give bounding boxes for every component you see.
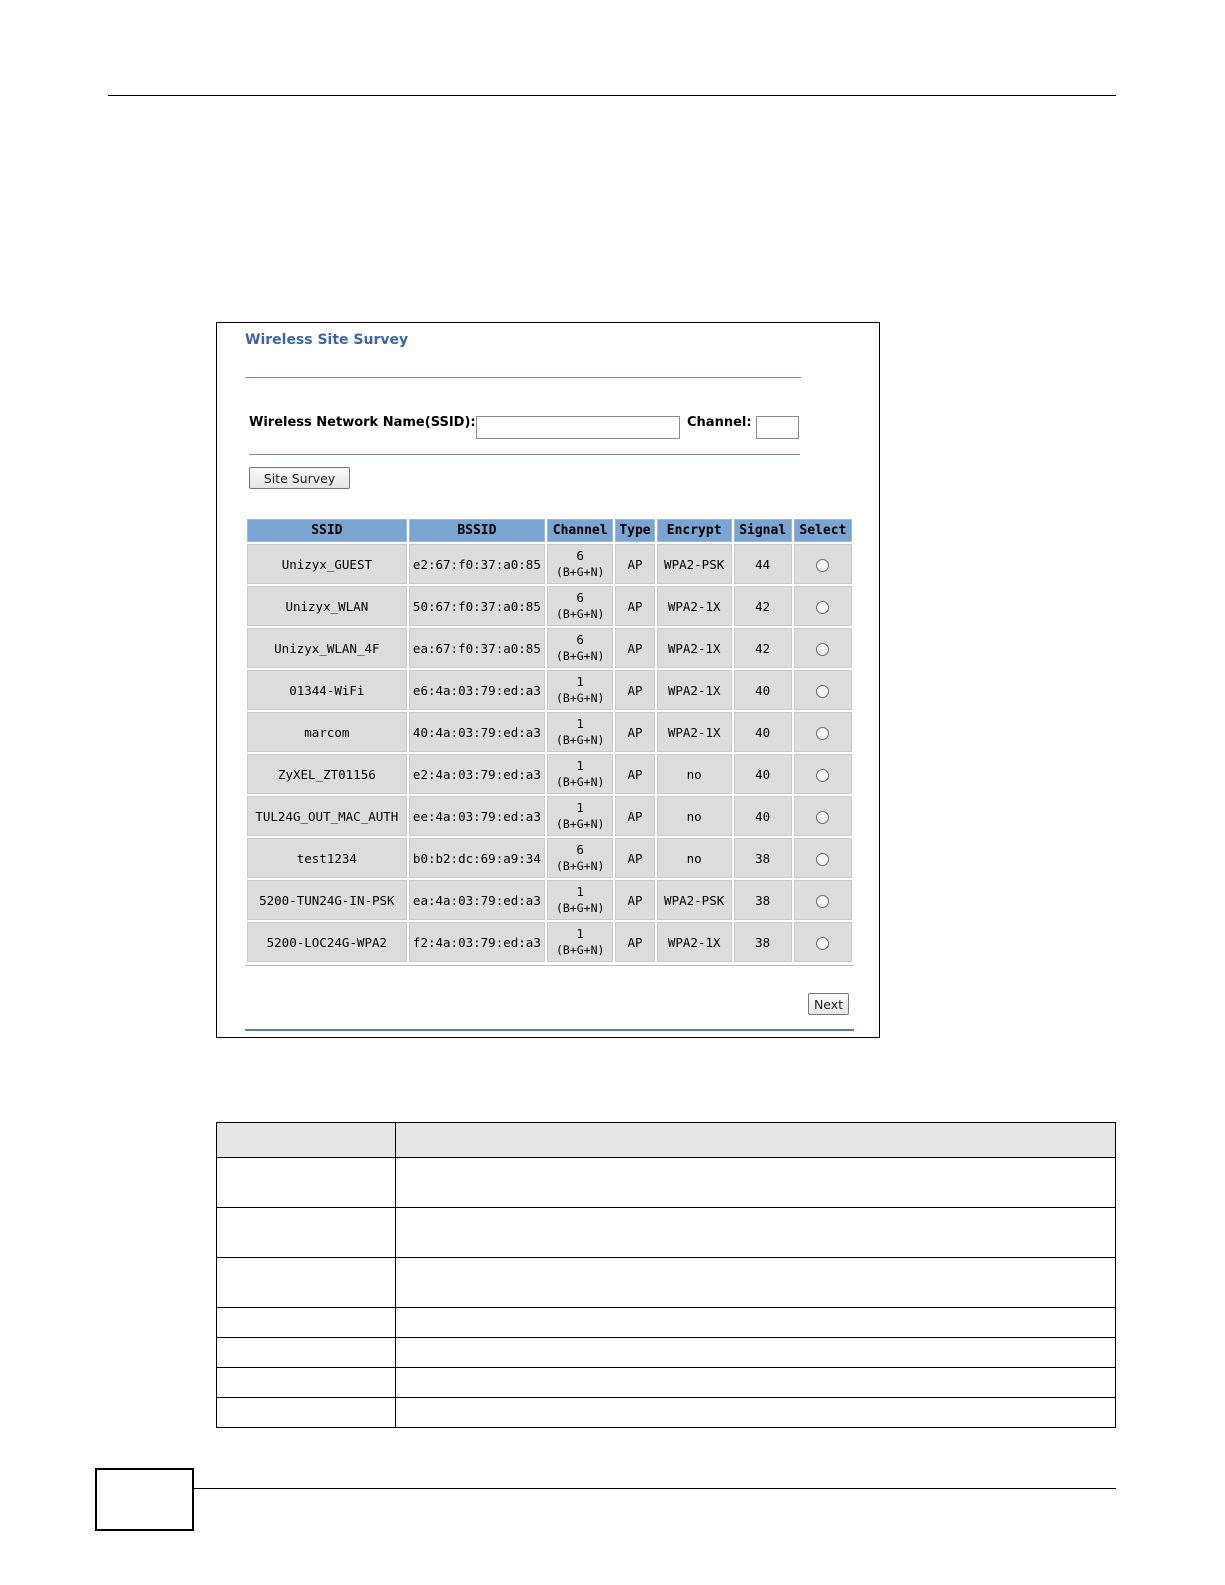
wireless-site-survey-panel — [216, 322, 880, 1038]
encrypt-cell: no — [657, 754, 732, 794]
encrypt-cell: WPA2-1X — [657, 712, 732, 752]
type-cell: AP — [615, 880, 654, 920]
ssid-cell: 01344-WiFi — [247, 670, 407, 710]
label-cell — [217, 1308, 396, 1338]
type-cell: AP — [615, 754, 654, 794]
column-header-encrypt: Encrypt — [657, 519, 732, 542]
description-cell — [395, 1338, 1115, 1368]
channel-cell — [547, 754, 613, 794]
channel-number: 6 — [576, 632, 584, 647]
channel-number: 1 — [576, 716, 584, 731]
column-header-select: Select — [794, 519, 852, 542]
encrypt-cell: WPA2-1X — [657, 922, 732, 962]
select-cell — [794, 796, 852, 836]
select-radio[interactable] — [816, 685, 829, 698]
encrypt-cell: no — [657, 796, 732, 836]
ssid-input[interactable] — [476, 416, 680, 439]
channel-cell — [547, 712, 613, 752]
bssid-cell: ee:4a:03:79:ed:a3 — [409, 796, 545, 836]
type-cell: AP — [615, 838, 654, 878]
description-cell — [395, 1398, 1115, 1428]
footer-rule — [194, 1488, 1116, 1489]
select-cell — [794, 880, 852, 920]
type-cell: AP — [615, 586, 654, 626]
table-bottom-divider — [245, 965, 854, 966]
select-cell — [794, 838, 852, 878]
header-rule — [108, 95, 1116, 96]
ssid-cell: ZyXEL_ZT01156 — [247, 754, 407, 794]
ssid-cell: TUL24G_OUT_MAC_AUTH — [247, 796, 407, 836]
table-header-row — [247, 519, 852, 542]
channel-number: 6 — [576, 548, 584, 563]
signal-cell: 40 — [734, 796, 792, 836]
channel-band: (B+G+N) — [555, 607, 605, 621]
channel-cell — [547, 670, 613, 710]
channel-cell — [547, 628, 613, 668]
select-cell — [794, 586, 852, 626]
ssid-cell: test1234 — [247, 838, 407, 878]
channel-cell — [547, 838, 613, 878]
label-cell — [217, 1158, 396, 1208]
table-row — [217, 1398, 1116, 1428]
table-row — [247, 712, 852, 752]
channel-cell — [547, 880, 613, 920]
table-row — [247, 628, 852, 668]
type-cell: AP — [615, 544, 654, 584]
table-row — [217, 1208, 1116, 1258]
ssid-label: Wireless Network Name(SSID): — [249, 415, 476, 430]
channel-band: (B+G+N) — [555, 733, 605, 747]
select-radio[interactable] — [816, 559, 829, 572]
channel-number: 1 — [576, 926, 584, 941]
description-cell — [395, 1368, 1115, 1398]
signal-cell: 40 — [734, 670, 792, 710]
table-row — [247, 586, 852, 626]
table-row — [247, 754, 852, 794]
table-row — [247, 544, 852, 584]
description-cell — [395, 1208, 1115, 1258]
select-cell — [794, 544, 852, 584]
select-cell — [794, 670, 852, 710]
signal-cell: 38 — [734, 838, 792, 878]
table-row — [217, 1258, 1116, 1308]
table-row — [247, 880, 852, 920]
channel-band: (B+G+N) — [555, 859, 605, 873]
bssid-cell: ea:67:f0:37:a0:85 — [409, 628, 545, 668]
bssid-cell: 50:67:f0:37:a0:85 — [409, 586, 545, 626]
signal-cell: 44 — [734, 544, 792, 584]
table-row — [247, 796, 852, 836]
label-cell — [217, 1338, 396, 1368]
channel-band: (B+G+N) — [555, 775, 605, 789]
type-cell: AP — [615, 796, 654, 836]
signal-cell: 38 — [734, 880, 792, 920]
encrypt-cell: WPA2-1X — [657, 586, 732, 626]
channel-number: 6 — [576, 842, 584, 857]
select-radio[interactable] — [816, 895, 829, 908]
channel-band: (B+G+N) — [555, 901, 605, 915]
select-cell — [794, 628, 852, 668]
select-radio[interactable] — [816, 727, 829, 740]
channel-number: 1 — [576, 800, 584, 815]
label-cell — [217, 1398, 396, 1428]
page-number-box — [95, 1468, 194, 1531]
description-header-row — [217, 1123, 1116, 1158]
signal-cell: 42 — [734, 586, 792, 626]
channel-cell — [547, 586, 613, 626]
bssid-cell: e6:4a:03:79:ed:a3 — [409, 670, 545, 710]
panel-bottom-rule — [245, 1029, 854, 1031]
title-divider — [245, 377, 801, 378]
encrypt-cell: WPA2-1X — [657, 628, 732, 668]
ssid-cell: 5200-LOC24G-WPA2 — [247, 922, 407, 962]
label-cell — [217, 1368, 396, 1398]
column-header-bssid: BSSID — [409, 519, 545, 542]
ssid-cell: Unizyx_GUEST — [247, 544, 407, 584]
table-row — [217, 1308, 1116, 1338]
label-cell — [217, 1208, 396, 1258]
ssid-cell: 5200-TUN24G-IN-PSK — [247, 880, 407, 920]
channel-number: 6 — [576, 590, 584, 605]
signal-cell: 42 — [734, 628, 792, 668]
bssid-cell: 40:4a:03:79:ed:a3 — [409, 712, 545, 752]
label-header — [217, 1123, 396, 1158]
select-cell — [794, 754, 852, 794]
bssid-cell: f2:4a:03:79:ed:a3 — [409, 922, 545, 962]
select-radio[interactable] — [816, 643, 829, 656]
description-cell — [395, 1308, 1115, 1338]
select-radio[interactable] — [816, 811, 829, 824]
ssid-cell: Unizyx_WLAN_4F — [247, 628, 407, 668]
table-row — [217, 1338, 1116, 1368]
type-cell: AP — [615, 670, 654, 710]
signal-cell: 40 — [734, 712, 792, 752]
channel-cell — [547, 544, 613, 584]
select-radio[interactable] — [816, 769, 829, 782]
next-button[interactable]: Next — [808, 993, 849, 1015]
label-cell — [217, 1258, 396, 1308]
bssid-cell: e2:67:f0:37:a0:85 — [409, 544, 545, 584]
form-divider — [249, 454, 800, 455]
description-header — [395, 1123, 1115, 1158]
signal-cell: 38 — [734, 922, 792, 962]
description-cell — [395, 1258, 1115, 1308]
channel-cell — [547, 796, 613, 836]
bssid-cell: b0:b2:dc:69:a9:34 — [409, 838, 545, 878]
column-header-ssid: SSID — [247, 519, 407, 542]
column-header-signal: Signal — [734, 519, 792, 542]
bssid-cell: e2:4a:03:79:ed:a3 — [409, 754, 545, 794]
channel-label: Channel: — [687, 415, 752, 430]
table-row — [247, 838, 852, 878]
channel-number: 1 — [576, 884, 584, 899]
ssid-cell: marcom — [247, 712, 407, 752]
channel-band: (B+G+N) — [555, 649, 605, 663]
ssid-cell: Unizyx_WLAN — [247, 586, 407, 626]
type-cell: AP — [615, 922, 654, 962]
encrypt-cell: no — [657, 838, 732, 878]
channel-band: (B+G+N) — [555, 565, 605, 579]
description-cell — [395, 1158, 1115, 1208]
channel-band: (B+G+N) — [555, 817, 605, 831]
signal-cell: 40 — [734, 754, 792, 794]
channel-number: 1 — [576, 758, 584, 773]
channel-input[interactable] — [756, 416, 799, 439]
bssid-cell: ea:4a:03:79:ed:a3 — [409, 880, 545, 920]
encrypt-cell: WPA2-PSK — [657, 880, 732, 920]
encrypt-cell: WPA2-PSK — [657, 544, 732, 584]
select-radio[interactable] — [816, 937, 829, 950]
channel-band: (B+G+N) — [555, 691, 605, 705]
channel-band: (B+G+N) — [555, 943, 605, 957]
table-row — [217, 1368, 1116, 1398]
channel-number: 1 — [576, 674, 584, 689]
encrypt-cell: WPA2-1X — [657, 670, 732, 710]
panel-title: Wireless Site Survey — [245, 332, 409, 348]
type-cell: AP — [615, 712, 654, 752]
table-row — [247, 670, 852, 710]
description-table — [216, 1122, 1116, 1428]
site-survey-table — [245, 517, 854, 964]
select-radio[interactable] — [816, 853, 829, 866]
channel-cell — [547, 922, 613, 962]
type-cell: AP — [615, 628, 654, 668]
table-row — [217, 1158, 1116, 1208]
select-cell — [794, 712, 852, 752]
select-radio[interactable] — [816, 601, 829, 614]
site-survey-button[interactable]: Site Survey — [249, 467, 350, 489]
table-row — [247, 922, 852, 962]
column-header-channel: Channel — [547, 519, 613, 542]
column-header-type: Type — [615, 519, 654, 542]
select-cell — [794, 922, 852, 962]
